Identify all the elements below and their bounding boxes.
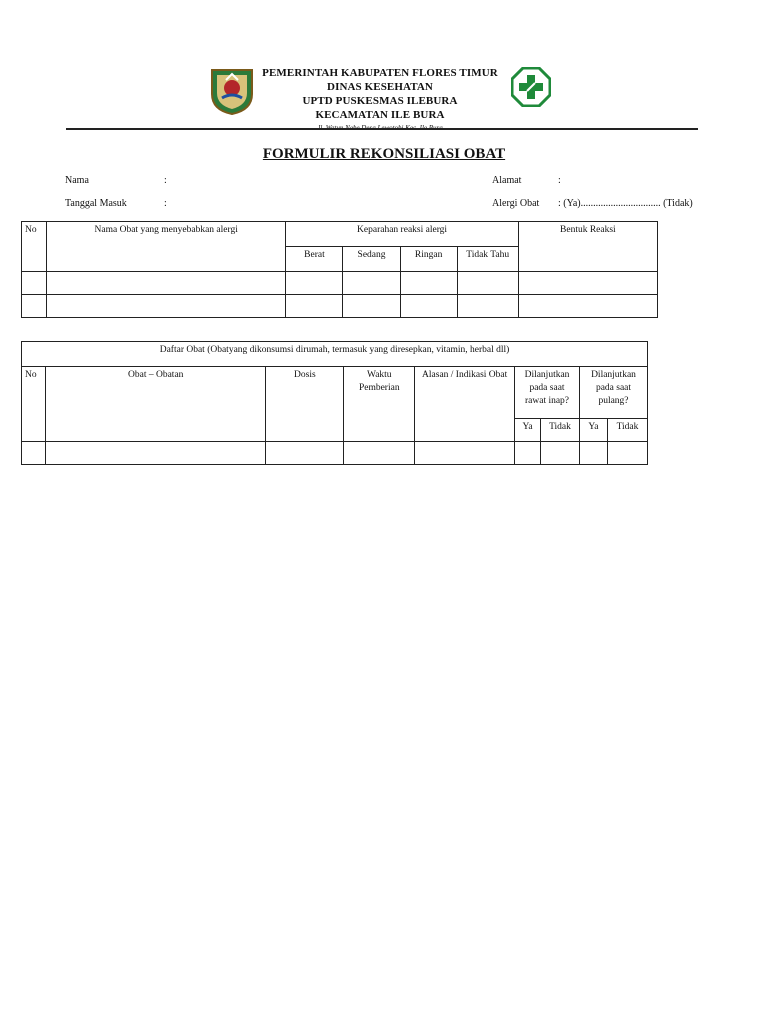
letterhead-address: Jl. Watun Nebe Desa Lewotobi Kec. Ile Bura: [317, 124, 443, 132]
nama-label: Nama: [65, 175, 89, 186]
allergy-col-severity: Keparahan reaksi alergi: [286, 222, 518, 247]
table-cell[interactable]: [22, 272, 47, 295]
severity-ringan: Ringan: [400, 247, 457, 272]
table-cell[interactable]: [344, 442, 415, 465]
alamat-label: Alamat: [492, 175, 522, 186]
pulang-tidak: Tidak: [607, 419, 647, 442]
letterhead-line-4: KECAMATAN ILE BURA: [315, 109, 445, 121]
table-cell[interactable]: [415, 442, 515, 465]
form-title: FORMULIR REKONSILIASI OBAT: [262, 146, 506, 162]
medication-col-pulang: Dilanjutkan pada saat pulang?: [579, 367, 647, 419]
medication-col-alasan: Alasan / Indikasi Obat: [415, 367, 515, 442]
table-cell[interactable]: [286, 295, 343, 318]
medication-table: [21, 341, 648, 465]
table-cell[interactable]: [541, 442, 580, 465]
health-cross-icon: [511, 67, 551, 107]
table-cell[interactable]: [457, 295, 518, 318]
letterhead-line-1: PEMERINTAH KABUPATEN FLORES TIMUR: [262, 67, 498, 79]
medication-col-dosis: Dosis: [266, 367, 344, 442]
nama-colon: :: [164, 175, 167, 186]
allergy-col-no: No: [22, 222, 47, 272]
table-cell[interactable]: [45, 442, 265, 465]
table-cell[interactable]: [457, 272, 518, 295]
allergy-table: [21, 221, 658, 318]
table-cell[interactable]: [47, 295, 286, 318]
table-cell[interactable]: [515, 442, 541, 465]
table-cell[interactable]: [518, 272, 657, 295]
table-cell[interactable]: [343, 295, 400, 318]
table-cell[interactable]: [22, 295, 47, 318]
letterhead: [230, 66, 530, 133]
pulang-ya: Ya: [579, 419, 607, 442]
rawat-inap-tidak: Tidak: [541, 419, 580, 442]
alergi-obat-value: : (Ya)................................ (Tidak): [558, 198, 693, 209]
table-cell[interactable]: [607, 442, 647, 465]
table-cell[interactable]: [286, 272, 343, 295]
table-row: [22, 295, 658, 318]
alergi-obat-label: Alergi Obat: [492, 198, 540, 209]
rawat-inap-ya: Ya: [515, 419, 541, 442]
table-row: [22, 442, 648, 465]
header-divider: [66, 128, 698, 130]
severity-sedang: Sedang: [343, 247, 400, 272]
letterhead-line-3: UPTD PUSKESMAS ILEBURA: [302, 95, 458, 107]
allergy-col-reaction: Bentuk Reaksi: [518, 222, 657, 272]
medication-col-waktu: Waktu Pemberian: [344, 367, 415, 442]
medication-col-obat: Obat – Obatan: [45, 367, 265, 442]
table-cell[interactable]: [343, 272, 400, 295]
table-cell[interactable]: [22, 442, 46, 465]
table-row: [22, 272, 658, 295]
alamat-colon: :: [558, 175, 561, 186]
table-cell[interactable]: [400, 272, 457, 295]
table-cell[interactable]: [518, 295, 657, 318]
table-cell[interactable]: [400, 295, 457, 318]
table-cell[interactable]: [47, 272, 286, 295]
table-cell[interactable]: [266, 442, 344, 465]
severity-berat: Berat: [286, 247, 343, 272]
severity-tidak-tahu: Tidak Tahu: [457, 247, 518, 272]
table-cell[interactable]: [579, 442, 607, 465]
medication-col-no: No: [22, 367, 46, 442]
tanggal-masuk-label: Tanggal Masuk: [65, 198, 127, 209]
medication-caption: Daftar Obat (Obatyang dikonsumsi dirumah, termasuk yang diresepkan, vitamin, herbal dll): [22, 342, 648, 367]
allergy-col-drug-name: Nama Obat yang menyebabkan alergi: [47, 222, 286, 272]
medication-col-rawat-inap: Dilanjutkan pada saat rawat inap?: [515, 367, 580, 419]
tanggal-masuk-colon: :: [164, 198, 167, 209]
letterhead-line-2: DINAS KESEHATAN: [327, 81, 433, 93]
